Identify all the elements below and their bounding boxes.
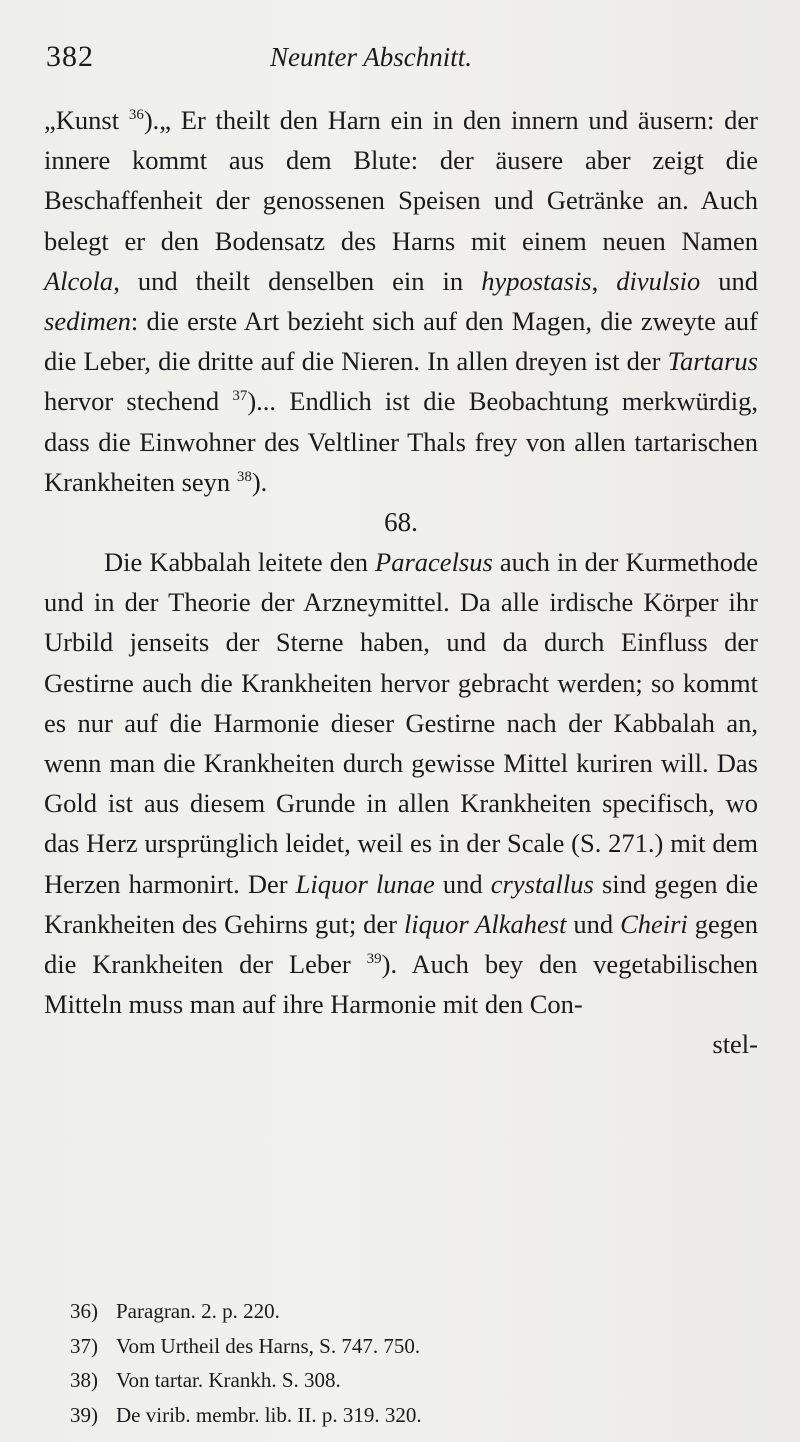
italic-term: Alcola xyxy=(44,265,114,296)
footnote xyxy=(70,1294,690,1329)
italic-term: divulsio xyxy=(616,265,701,296)
text-run: gegen die Krankheiten der Leber xyxy=(44,908,759,980)
text-run: „Kunst xyxy=(44,105,129,135)
text-run: auch in der Kurmethode und in der Theorie der Arzneymittel. Da alle irdische Körper ihr Urbild jenseits der Sterne haben, und da durch Einfluss der Gestirne auch die Krankheiten hervor gebracht werden; so kommt es nur auf die Harmonie dieser Gestirne nach der Kabbalah an, wenn man die Krankheiten durch gewisse Mittel kuriren will. Das Gold ist aus diesem Grunde in allen Krankheiten specifisch, wo das Herz ursprünglich leidet, weil es in der Scale (S. 271.) mit dem Herzen harmonirt. Der xyxy=(44,547,758,899)
footnote-text: Paragran. 2. p. 220. xyxy=(116,1299,280,1323)
footnote-text: Vom Urtheil des Harns, S. 747. 750. xyxy=(116,1333,421,1358)
text-run: , und theilt denselben ein in xyxy=(113,265,482,296)
paragraph-2 xyxy=(44,542,758,1065)
page-number: 382 xyxy=(46,40,94,73)
running-title: Neunter Abschnitt. xyxy=(270,42,472,72)
footnote-ref: 39 xyxy=(366,951,382,968)
footnote-mark: 39) xyxy=(70,1402,98,1427)
italic-term: liquor Alkahest xyxy=(403,908,567,939)
footnotes xyxy=(70,1294,690,1432)
text-run: , xyxy=(591,265,617,296)
text-run: : die erste Art bezieht sich auf den Magen, die zweyte auf die Leber, die dritte auf die Nieren. In allen dreyen ist der xyxy=(44,306,758,377)
italic-term: Liquor lunae xyxy=(295,868,435,899)
italic-term: sedimen xyxy=(44,306,131,337)
footnote-text: De virib. membr. lib. II. p. 319. 320. xyxy=(116,1402,422,1427)
body-text xyxy=(44,100,758,1065)
footnote-ref: 36 xyxy=(128,107,144,124)
footnote xyxy=(70,1363,690,1398)
italic-term: crystallus xyxy=(490,868,594,899)
footnote-mark: 37) xyxy=(70,1333,98,1358)
page-header xyxy=(40,36,760,76)
text-run: Die Kabbalah leitete den xyxy=(104,547,376,578)
text-run: ).„ Er theilt den Harn ein in den innern und äusern: der innere kommt aus dem Blute: der äusere aber zeigt die Beschaffenheit der genossenen Speisen und Getränke an. Auch belegt er den Bodensatz des Harns mit einem neuen Namen xyxy=(44,105,759,256)
footnote-mark: 36) xyxy=(70,1299,98,1323)
text-run: ). Auch bey den vegetabilischen Mitteln muss man auf ihre Harmonie mit den Con- xyxy=(44,949,758,1020)
italic-term: Tartarus xyxy=(667,346,758,377)
italic-term: hypostasis xyxy=(481,265,592,296)
footnote-text: Von tartar. Krankh. S. 308. xyxy=(116,1368,341,1392)
text-run: und xyxy=(700,265,759,296)
paragraph-1 xyxy=(44,100,758,502)
italic-term: Paracelsus xyxy=(375,547,493,578)
text-run: ). xyxy=(251,466,268,497)
footnote-ref: 38 xyxy=(236,469,252,485)
footnote-mark: 38) xyxy=(70,1368,98,1392)
text-run: hervor stechend xyxy=(44,386,233,417)
text-run: und xyxy=(566,908,621,939)
footnote xyxy=(70,1398,690,1433)
text-run: )... Endlich ist die Beobachtung merkwürdig, dass die Einwohner des Veltliner Thals frey von allen tartarischen Krankheiten seyn xyxy=(44,386,759,497)
footnote xyxy=(70,1329,690,1364)
section-number: 68. xyxy=(384,507,418,538)
text-run: sind gegen die Krankheiten des Gehirns gut; der xyxy=(44,868,759,939)
footnote-ref: 37 xyxy=(232,388,248,405)
text-run: und xyxy=(434,868,491,899)
catchword: stel- xyxy=(712,1029,758,1060)
italic-term: Cheiri xyxy=(620,908,688,939)
